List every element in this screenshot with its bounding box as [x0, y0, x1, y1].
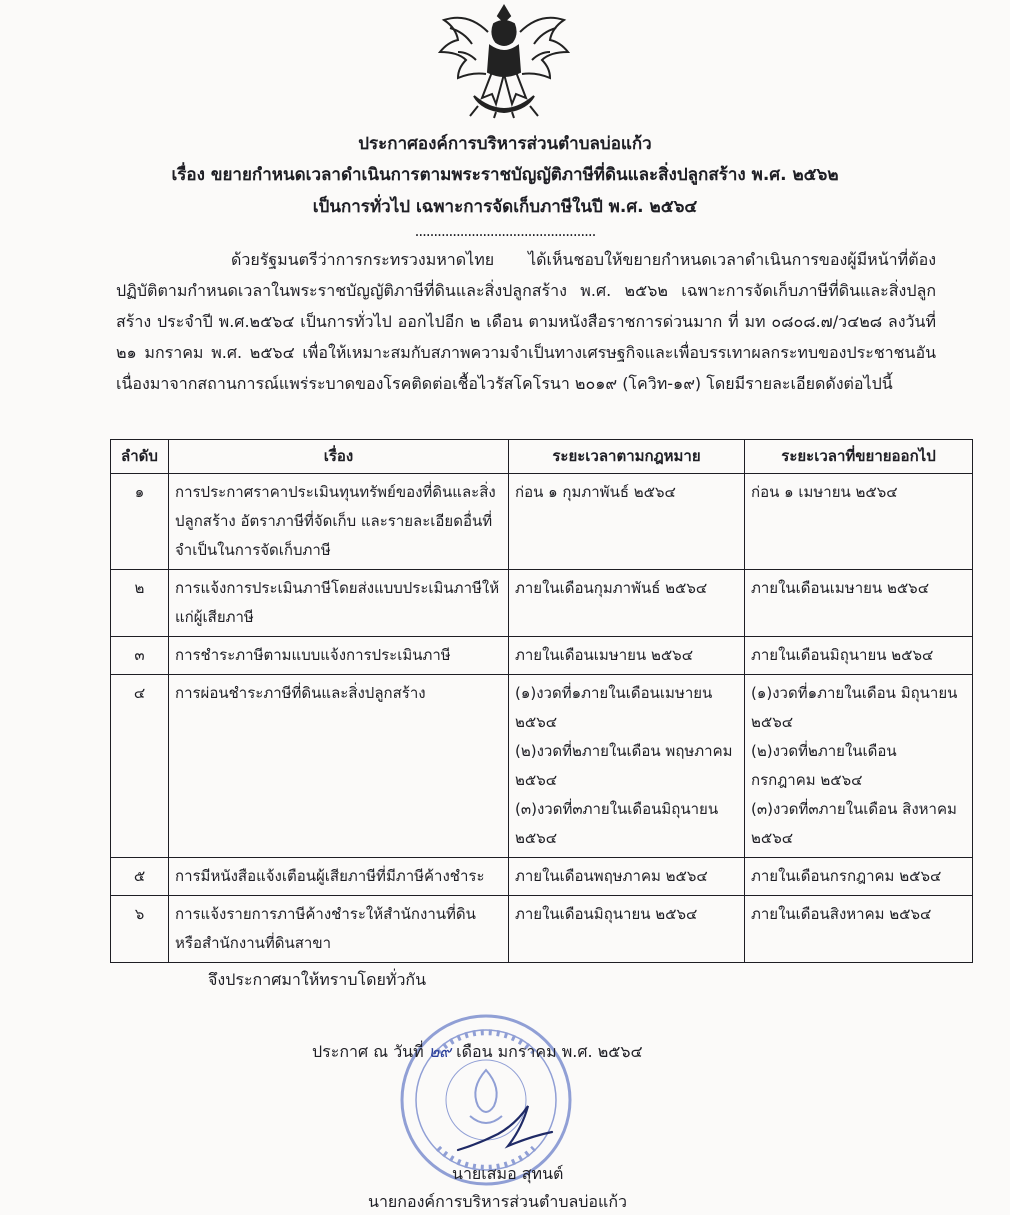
- row-number: ๑: [111, 474, 169, 570]
- announcement-scope: เป็นการทั่วไป เฉพาะการจัดเก็บภาษีในปี พ.ศ. ๒๕๖๔: [312, 197, 698, 217]
- row-extended-period: ภายในเดือนสิงหาคม ๒๕๖๔: [745, 896, 973, 963]
- row-extended-period: ภายในเดือนเมษายน ๒๕๖๔: [745, 570, 973, 637]
- row-subject: การชำระภาษีตามแบบแจ้งการประเมินภาษี: [169, 637, 509, 675]
- row-extended-period: ภายในเดือนมิถุนายน ๒๕๖๔: [745, 637, 973, 675]
- row-subject: การประกาศราคาประเมินทุนทรัพย์ของที่ดินและสิ่งปลูกสร้าง อัตราภาษีที่จัดเก็บ และรายละเอียดอื่นที่จำเป็นในการจัดเก็บภาษี: [169, 474, 509, 570]
- table-row: [111, 637, 973, 675]
- intro-paragraph: ด้วยรัฐมนตรีว่าการกระทรวงมหาดไทย ได้เห็นชอบให้ขยายกำหนดเวลาดำเนินการของผู้มีหน้าที่ต้องปฏิบัติตามกำหนดเวลาในพระราชบัญญัติภาษีที่ดินและสิ่งปลูกสร้าง พ.ศ. ๒๕๖๒ เฉพาะการจัดเก็บภาษีที่ดินและสิ่งปลูกสร้าง ประจำปี พ.ศ.๒๕๖๔ เป็นการทั่วไป ออกไปอีก ๒ เดือน ตามหนังสือราชการด่วนมาก ที่ มท ๐๘๐๘.๗/ว๔๒๘ ลงวันที่ ๒๑ มกราคม พ.ศ. ๒๕๖๔ เพื่อให้เหมาะสมกับสภาพความจำเป็นทางเศรษฐกิจและเพื่อบรรเทาผลกระทบของประชาชนอันเนื่องมาจากสถานการณ์แพร่ระบาดของโรคติดต่อเชื้อไวรัสโคโรนา ๒๐๑๙ (โควิท-๑๙) โดยมีรายละเอียดดังต่อไปนี้: [116, 250, 936, 393]
- row-legal-period: ภายในเดือนเมษายน ๒๕๖๔: [509, 637, 745, 675]
- row-extended-period: ก่อน ๑ เมษายน ๒๕๖๔: [745, 474, 973, 570]
- table-row: [111, 675, 973, 858]
- announcement-subject: เรื่อง ขยายกำหนดเวลาดำเนินการตามพระราชบัญญัติภาษีที่ดินและสิ่งปลูกสร้าง พ.ศ. ๒๕๖๒: [171, 165, 839, 185]
- col-header-legal-period: ระยะเวลาตามกฎหมาย: [509, 440, 745, 474]
- row-legal-period: ภายในเดือนมิถุนายน ๒๕๖๔: [509, 896, 745, 963]
- announcement-title: ประกาศองค์การบริหารส่วนตำบลบ่อแก้ว: [358, 134, 652, 154]
- row-subject: การแจ้งการประเมินภาษีโดยส่งแบบประเมินภาษีให้แก่ผู้เสียภาษี: [169, 570, 509, 637]
- installment-stage: (๓)งวดที่๓ภายในเดือนมิถุนายน ๒๕๖๔: [515, 800, 719, 847]
- row-subject: การผ่อนชำระภาษีที่ดินและสิ่งปลูกสร้าง: [169, 675, 509, 858]
- installment-stage: (๒)งวดที่๒ภายในเดือน พฤษภาคม ๒๕๖๔: [515, 742, 733, 789]
- announcement-date: [312, 1040, 643, 1065]
- table-row: [111, 858, 973, 896]
- col-header-extended-period: ระยะเวลาที่ขยายออกไป: [745, 440, 973, 474]
- col-header-number: ลำดับ: [111, 440, 169, 474]
- col-header-subject: เรื่อง: [169, 440, 509, 474]
- row-number: ๓: [111, 637, 169, 675]
- announce-suffix: เดือน มกราคม พ.ศ. ๒๕๖๔: [456, 1042, 643, 1061]
- row-legal-period: [509, 675, 745, 858]
- installment-stage: (๓)งวดที่๓ภายในเดือน สิงหาคม ๒๕๖๔: [751, 800, 957, 847]
- signer-position: นายกองค์การบริหารส่วนตำบลบ่อแก้ว: [368, 1192, 628, 1211]
- announce-prefix: ประกาศ ณ วันที่: [312, 1042, 424, 1061]
- row-number: ๖: [111, 896, 169, 963]
- row-extended-period: ภายในเดือนกรกฎาคม ๒๕๖๔: [745, 858, 973, 896]
- installment-stage: (๑)งวดที่๑ภายในเดือนเมษายน ๒๕๖๔: [515, 684, 713, 731]
- table-header-row: [111, 440, 973, 474]
- closing-statement: จึงประกาศมาให้ทราบโดยทั่วกัน: [208, 970, 427, 989]
- table-row: [111, 570, 973, 637]
- announce-day: ๒๙: [428, 1042, 452, 1061]
- row-number: ๔: [111, 675, 169, 858]
- handwritten-signature: [452, 1100, 562, 1160]
- schedule-table: [110, 439, 973, 963]
- row-subject: การแจ้งรายการภาษีค้างชำระให้สำนักงานที่ดินหรือสำนักงานที่ดินสาขา: [169, 896, 509, 963]
- table-row: [111, 474, 973, 570]
- installment-stage: (๑)งวดที่๑ภายในเดือน มิถุนายน ๒๕๖๔: [751, 684, 958, 731]
- installment-stage: (๒)งวดที่๒ภายในเดือน กรกฎาคม ๒๕๖๔: [751, 742, 897, 789]
- row-extended-period: [745, 675, 973, 858]
- row-legal-period: ภายในเดือนพฤษภาคม ๒๕๖๔: [509, 858, 745, 896]
- row-subject: การมีหนังสือแจ้งเตือนผู้เสียภาษีที่มีภาษีค้างชำระ: [169, 858, 509, 896]
- row-number: ๕: [111, 858, 169, 896]
- signer-name: นายเสมอ สุทนต์: [452, 1164, 564, 1183]
- row-legal-period: ภายในเดือนกุมภาพันธ์ ๒๕๖๔: [509, 570, 745, 637]
- table-row: [111, 896, 973, 963]
- row-legal-period: ก่อน ๑ กุมภาพันธ์ ๒๕๖๔: [509, 474, 745, 570]
- dotted-separator: ................................................: [414, 222, 596, 240]
- garuda-emblem: [438, 2, 570, 120]
- row-number: ๒: [111, 570, 169, 637]
